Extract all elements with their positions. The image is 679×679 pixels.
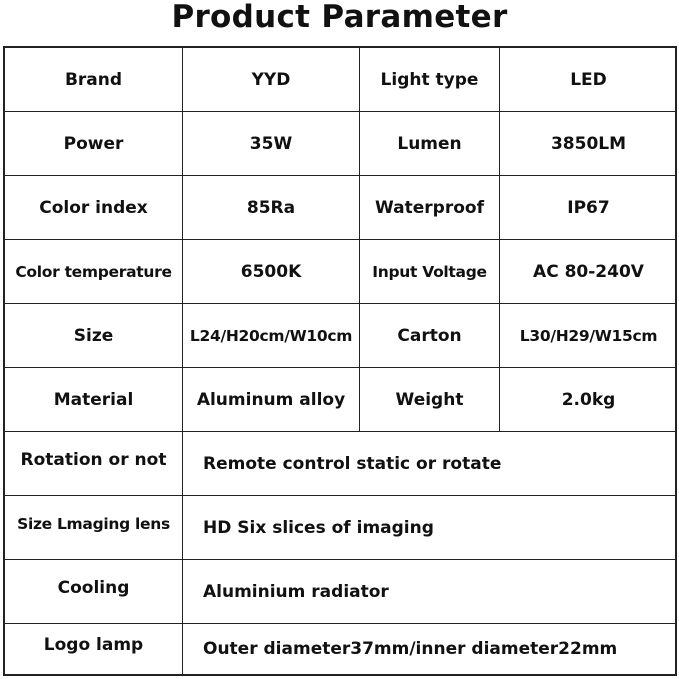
table-row [5, 112, 675, 176]
param-value: 2.0kg [561, 389, 616, 410]
param-value: 3850LM [550, 133, 627, 154]
param-label: Material [5, 368, 183, 431]
table-row [5, 368, 675, 432]
param-label: Light type [360, 48, 500, 111]
param-label: Size [5, 304, 183, 367]
param-label: Waterproof [360, 176, 500, 239]
table-row [5, 48, 675, 112]
table-row [5, 304, 675, 368]
param-label: Weight [360, 368, 500, 431]
param-label: Carton [360, 304, 500, 367]
param-label: Input Voltage [360, 240, 500, 303]
table-row [5, 560, 675, 624]
param-value: 85Ra [183, 176, 360, 239]
param-value: IP67 [567, 197, 610, 218]
param-label: Brand [5, 48, 183, 111]
param-label: Color index [5, 176, 183, 239]
param-label: Cooling [5, 560, 183, 623]
param-value: L30/H29/W15cm [519, 326, 658, 345]
param-value: 35W [183, 112, 360, 175]
param-label: Logo lamp [5, 624, 183, 674]
param-label: Color temperature [5, 240, 183, 303]
param-value: Aluminium radiator [203, 581, 389, 602]
table-row [5, 240, 675, 304]
page-title: Product Parameter [171, 0, 508, 35]
param-value: Aluminum alloy [183, 368, 360, 431]
param-value: L24/H20cm/W10cm [183, 304, 360, 367]
param-value: HD Six slices of imaging [203, 517, 434, 538]
param-value: Outer diameter37mm/inner diameter22mm [203, 639, 618, 659]
param-value: LED [570, 69, 607, 90]
param-label: Rotation or not [5, 432, 183, 495]
table-row [5, 432, 675, 496]
param-label: Power [5, 112, 183, 175]
param-value: Remote control static or rotate [203, 453, 502, 474]
table-row [5, 176, 675, 240]
parameter-table [3, 46, 677, 676]
param-value: YYD [183, 48, 360, 111]
param-value: AC 80-240V [533, 261, 644, 282]
param-label: Size Lmaging lens [5, 496, 183, 559]
param-label: Lumen [360, 112, 500, 175]
table-row [5, 496, 675, 560]
table-row [5, 624, 675, 674]
param-value: 6500K [183, 240, 360, 303]
